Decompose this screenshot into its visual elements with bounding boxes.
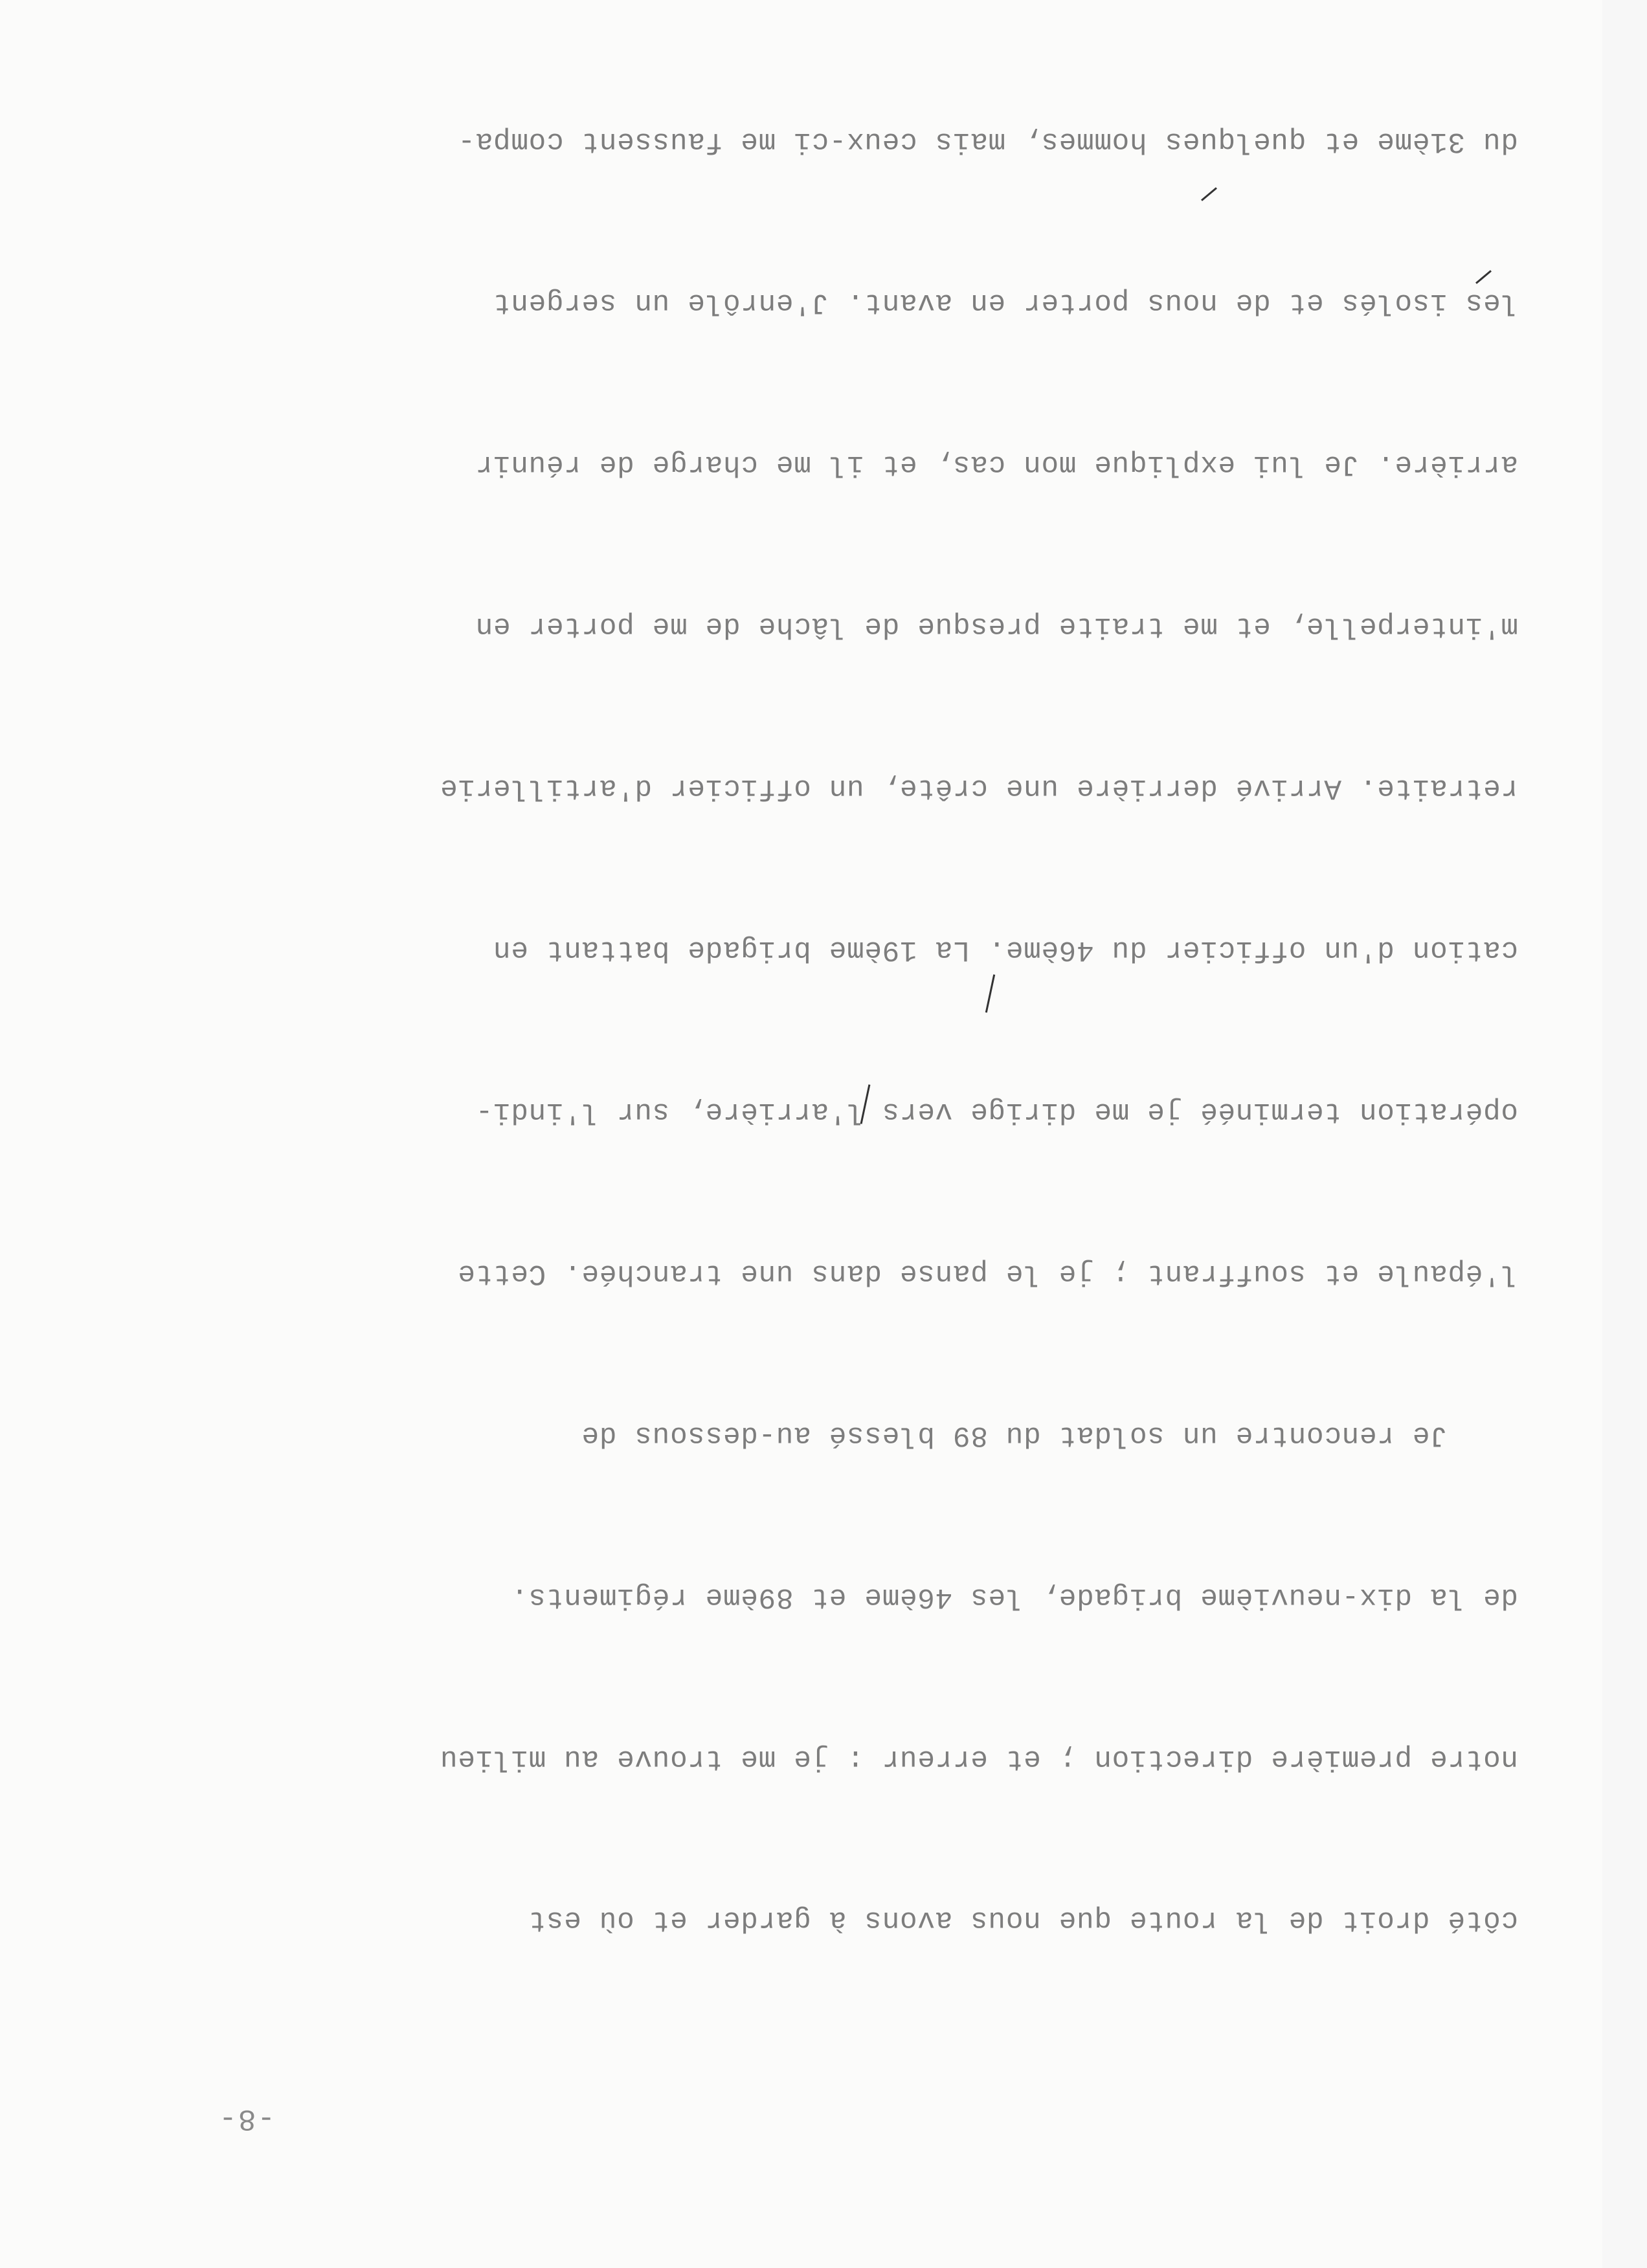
text-line: m'interpelle, et me traite presque de lâche de me porter en <box>475 610 1518 643</box>
text-line: arrière. Je lui explique mon cas, et il me charge de réunir <box>475 448 1518 481</box>
text-line: côté droit de la route que nous avons à garder et où est <box>528 1904 1518 1937</box>
text-line <box>42 0 1518 6</box>
text-line: Je rencontre un soldat du 89 blessé au-dessous de <box>581 1418 1518 1451</box>
page-number: -8- <box>218 2102 275 2135</box>
text-line: de la dix-neuvième brigade, les 46ème et 89ème régiments. <box>510 1580 1518 1613</box>
text-line: cation d'un officier du 46ème. La 19ème brigade battant en <box>493 933 1518 966</box>
text-line: l'épaule et souffrant ; je le panse dans une tranchée. Cette <box>457 1256 1518 1289</box>
text-line: retraite. Arrivé derrière une crête, un officier d'artillerie <box>440 772 1518 805</box>
scan-background-strip <box>1602 0 1647 2268</box>
text-line: notre première direction ; et erreur : je me trouve au milieu <box>440 1742 1518 1775</box>
text-line: opération terminéé je me dirige vers l'arrière, sur l'indi- <box>475 1095 1518 1128</box>
text-line: les isolés et de nous porter en avant. J'enrôle un sergent <box>493 286 1518 319</box>
typed-text-body <box>42 0 1518 2054</box>
text-line: du 31ème et quelques hommes, mais ceux-ci me faussent compa- <box>457 124 1518 157</box>
